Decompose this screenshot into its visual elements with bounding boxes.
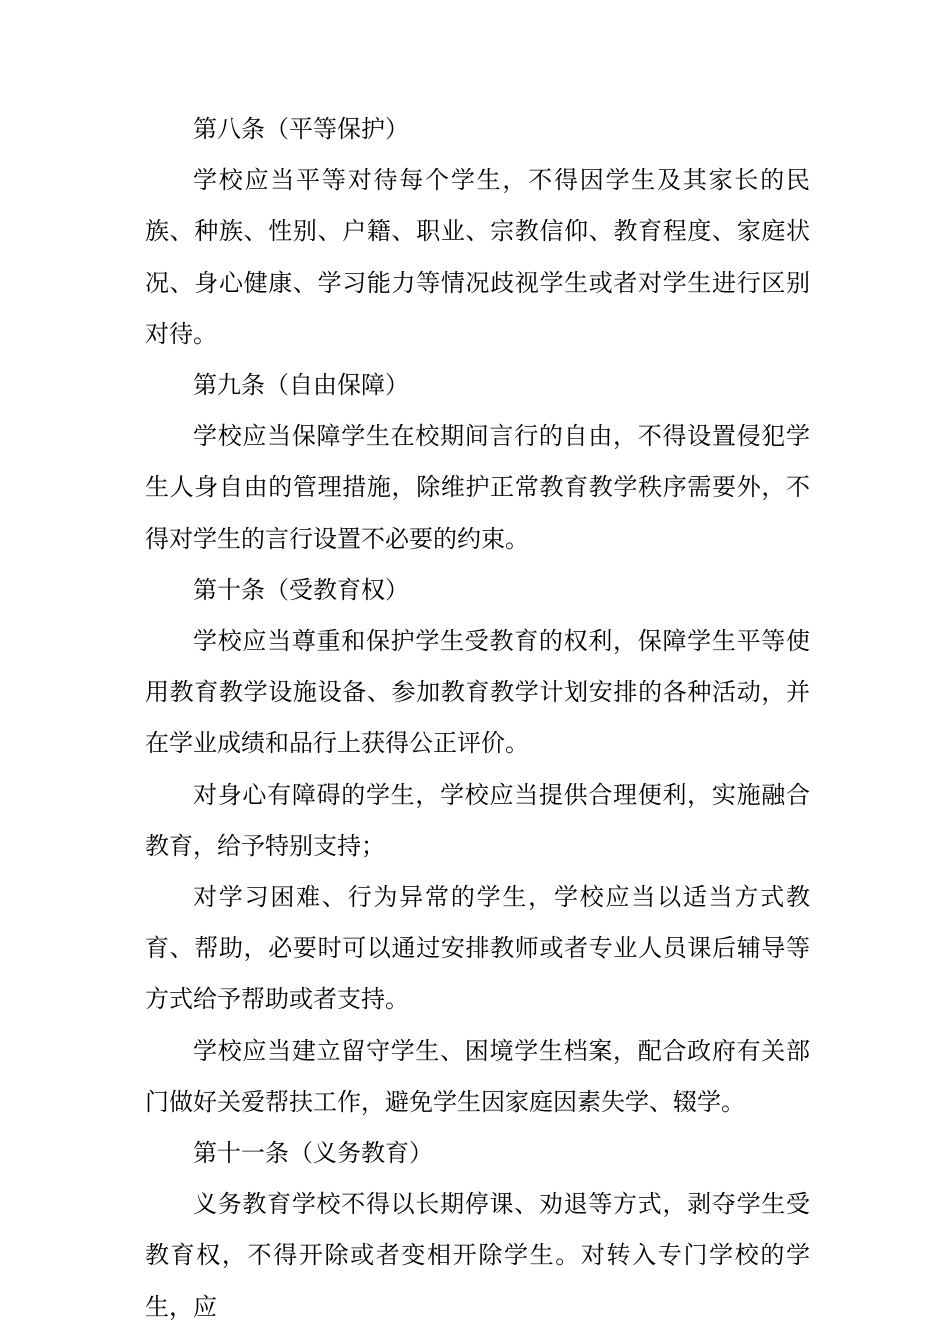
- article-10-paragraph-3: 对学习困难、行为异常的学生，学校应当以适当方式教育、帮助，必要时可以通过安排教师或者专业人员课后辅导等方式给予帮助或者支持。: [145, 883, 810, 1014]
- article-9-paragraph: 学校应当保障学生在校期间言行的自由，不得设置侵犯学生人身自由的管理措施，除维护正常教育教学秩序需要外，不得对学生的言行设置不必要的约束。: [145, 422, 810, 553]
- article-10-paragraph-2: 对身心有障碍的学生，学校应当提供合理便利，实施融合教育，给予特别支持；: [145, 780, 810, 860]
- article-11-paragraph: 义务教育学校不得以长期停课、劝退等方式，剥夺学生受教育权，不得开除或者变相开除学生。对转入专门学校的学生，应: [145, 1190, 810, 1321]
- article-10-paragraph-1: 学校应当尊重和保护学生受教育的权利，保障学生平等使用教育教学设施设备、参加教育教学计划安排的各种活动，并在学业成绩和品行上获得公正评价。: [145, 627, 810, 758]
- article-heading-10: 第十条（受教育权）: [193, 575, 409, 604]
- document-body: [145, 104, 810, 1333]
- article-10-paragraph-4: 学校应当建立留守学生、困境学生档案，配合政府有关部门做好关爱帮扶工作，避免学生因家庭因素失学、辍学。: [145, 1036, 810, 1116]
- article-8-paragraph: 学校应当平等对待每个学生，不得因学生及其家长的民族、种族、性别、户籍、职业、宗教信仰、教育程度、家庭状况、身心健康、学习能力等情况歧视学生或者对学生进行区别对待。: [145, 166, 810, 348]
- article-heading-8: 第八条（平等保护）: [193, 115, 409, 143]
- article-heading-9: 第九条（自由保障）: [193, 371, 409, 400]
- article-heading-11: 第十一条（义务教育）: [193, 1139, 433, 1168]
